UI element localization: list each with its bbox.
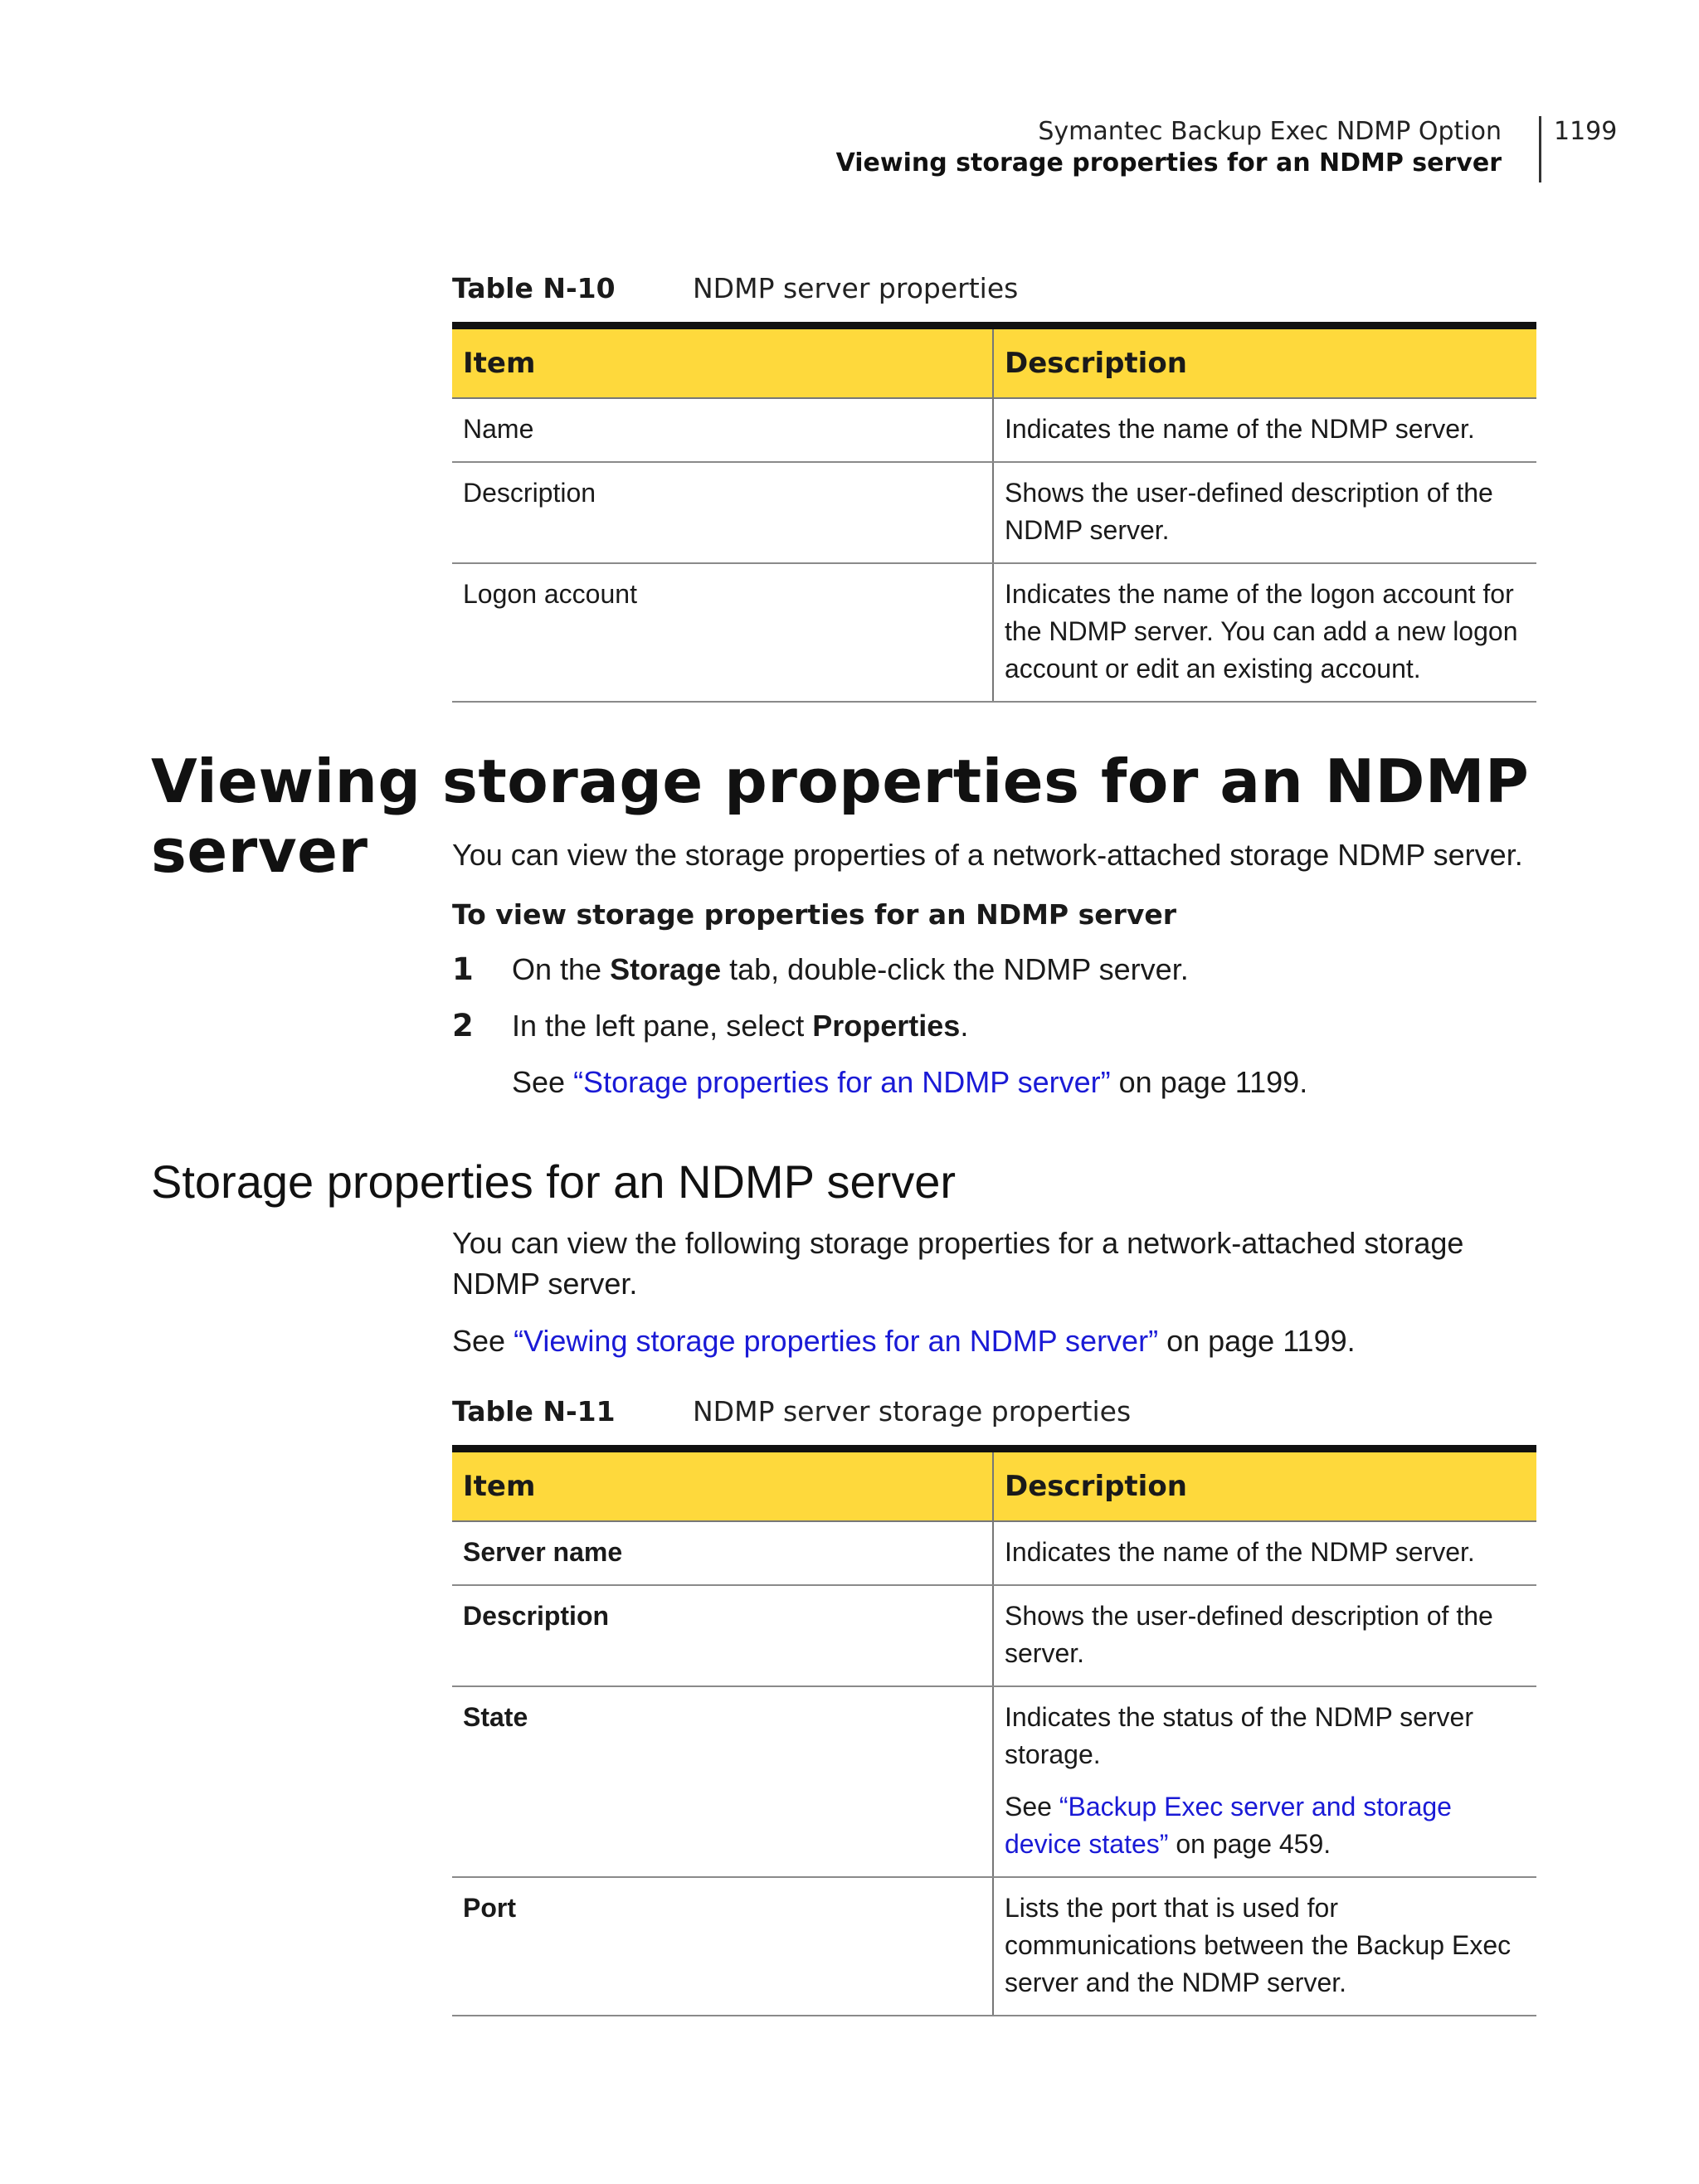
subsection-heading: Storage properties for an NDMP server: [151, 1155, 957, 1208]
table1-col-item: Item: [452, 326, 993, 399]
table-cell-description: Indicates the name of the NDMP server.: [993, 398, 1536, 462]
step-ui-term: Properties: [812, 1009, 961, 1043]
running-header: [836, 116, 1502, 179]
table-row: [452, 1521, 1536, 1585]
see-suffix: on page 1199.: [1110, 1065, 1308, 1099]
table2-title: NDMP server storage properties: [693, 1395, 1132, 1428]
header-divider: [1539, 116, 1541, 182]
table1-number: Table N-10: [452, 272, 616, 304]
see-prefix: See: [1005, 1792, 1059, 1822]
see-prefix: See: [512, 1065, 574, 1099]
table-cell-description: [993, 1686, 1536, 1877]
table-cell-item: Description: [452, 462, 993, 563]
table-cell-item: Name: [452, 398, 993, 462]
section-heading: Viewing storage properties for an NDMP server: [151, 747, 1530, 886]
header-section: Viewing storage properties for an NDMP server: [835, 148, 1502, 178]
see-suffix: on page 1199.: [1158, 1324, 1356, 1358]
table1-title: NDMP server properties: [693, 272, 1019, 304]
header-chapter: Symantec Backup Exec NDMP Option: [1038, 117, 1502, 146]
see-suffix: on page 459.: [1168, 1829, 1331, 1859]
section1-intro: You can view the storage properties of a network-attached storage NDMP server.: [452, 838, 1523, 872]
see-prefix: See: [452, 1324, 514, 1358]
table1-caption: [452, 272, 1018, 304]
section1-see-also: [512, 1062, 1307, 1102]
page-number: 1199: [1554, 117, 1618, 146]
table2: [452, 1445, 1536, 2016]
step-number: 1: [452, 951, 474, 987]
table-row: [452, 1585, 1536, 1686]
table-row: [452, 563, 1536, 702]
cell-paragraph: Indicates the status of the NDMP server storage.: [1005, 1702, 1473, 1769]
table-cell-description: Indicates the name of the logon account for the NDMP server. You can add a new logon account or edit an existing account.: [993, 563, 1536, 702]
table1-header-row: [452, 326, 1536, 399]
table-row: [452, 1877, 1536, 2016]
table2-header-row: [452, 1449, 1536, 1522]
table-cell-item: Description: [452, 1585, 993, 1686]
procedure-title: To view storage properties for an NDMP server: [452, 898, 1177, 931]
cross-reference-link[interactable]: “Storage properties for an NDMP server”: [573, 1065, 1111, 1099]
table2-caption: [452, 1395, 1131, 1428]
table-cell-description: Lists the port that is used for communications between the Backup Exec server and the NDMP server.: [993, 1877, 1536, 2016]
step-text: tab, double-click the NDMP server.: [721, 952, 1189, 986]
table-cell-description: Indicates the name of the NDMP server.: [993, 1521, 1536, 1585]
table-cell-item: Logon account: [452, 563, 993, 702]
table2-col-description: Description: [993, 1449, 1536, 1522]
step-1: [452, 949, 1189, 990]
step-text: .: [960, 1009, 969, 1043]
step-text: On the: [512, 952, 611, 986]
table2-number: Table N-11: [452, 1395, 616, 1428]
table-cell-item: State: [452, 1686, 993, 1877]
table1: [452, 322, 1536, 703]
step-text: In the left pane, select: [512, 1009, 813, 1043]
table-row: [452, 462, 1536, 563]
section2-intro: You can view the following storage properties for a network-attached storage NDMP server.: [452, 1226, 1464, 1301]
step-number: 2: [452, 1008, 474, 1043]
cross-reference-link[interactable]: “Viewing storage properties for an NDMP server”: [514, 1324, 1159, 1358]
cell-see-also: [1005, 1788, 1526, 1863]
table-row: [452, 1686, 1536, 1877]
step-ui-term: Storage: [610, 952, 722, 986]
table-row: [452, 398, 1536, 462]
step-2: [452, 1005, 968, 1046]
table1-col-description: Description: [993, 326, 1536, 399]
table-cell-item: Port: [452, 1877, 993, 2016]
table2-col-item: Item: [452, 1449, 993, 1522]
table-cell-description: Shows the user-defined description of the NDMP server.: [993, 462, 1536, 563]
table-cell-description: Shows the user-defined description of the server.: [993, 1585, 1536, 1686]
cross-reference-link[interactable]: “Backup Exec server and storage device states”: [1005, 1792, 1452, 1859]
section2-see-also: [452, 1321, 1547, 1361]
table-cell-item: Server name: [452, 1521, 993, 1585]
